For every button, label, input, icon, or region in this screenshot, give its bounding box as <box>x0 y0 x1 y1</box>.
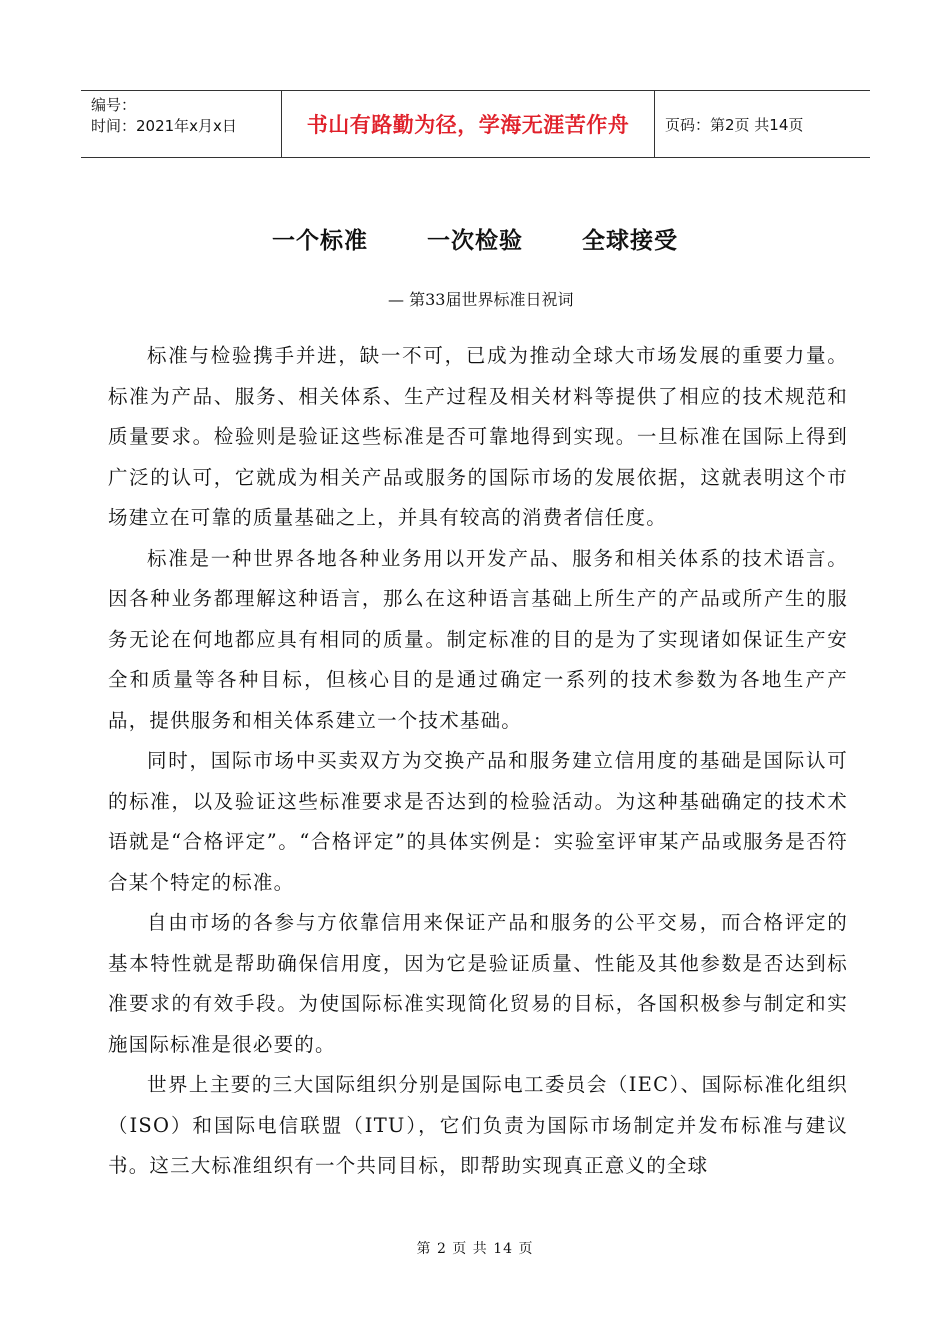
header-table <box>81 90 870 158</box>
paragraph-5: 世界上主要的三大国际组织分别是国际电工委员会（IEC）、国际标准化组织（ISO）和国际电信联盟（ITU），它们负责为国际市场制定并发布标准与建议书。这三大标准组织有一个共同目标，即帮助实现真正意义的全球 <box>108 1073 848 1177</box>
document-time-label: 时间：2021年x月x日 <box>91 117 237 135</box>
document-subtitle: — 第33届世界标准日祝词 <box>388 290 574 309</box>
paragraph-2: 标准是一种世界各地各种业务用以开发产品、服务和相关体系的技术语言。因各种业务都理解这种语言，那么在这种语言基础上所生产的产品或所产生的服务无论在何地都应具有相同的质量。制定标准的目的是为了实现诸如保证生产安全和质量等各种目标，但核心目的是通过确定一系列的技术参数为各地生产产品，提供服务和相关体系建立一个技术基础。 <box>108 546 848 732</box>
title-part-2: 一次检验 <box>427 228 523 254</box>
document-number-label: 编号： <box>91 96 137 114</box>
title-part-1: 一个标准 <box>271 228 368 254</box>
header-motto: 书山有路勤为径，学海无涯苦作舟 <box>281 91 655 157</box>
document-title <box>0 222 950 255</box>
header-left-cell <box>81 91 281 157</box>
paragraph-1: 标准与检验携手并进，缺一不可，已成为推动全球大市场发展的重要力量。标准为产品、服务、相关体系、生产过程及相关材料等提供了相应的技术规范和质量要求。检验则是验证这些标准是否可靠地得到实现。一旦标准在国际上得到广泛的认可，它就成为相关产品或服务的国际市场的发展依据，这就表明这个市场建立在可靠的质量基础之上，并具有较高的消费者信任度。 <box>108 344 848 529</box>
header-page-info: 页码：第2页 共14页 <box>665 115 804 134</box>
footer-page-number: 第 2 页 共 14 页 <box>416 1241 534 1257</box>
body-text <box>108 336 848 1187</box>
paragraph-3: 同时，国际市场中买卖双方为交换产品和服务建立信用度的基础是国际认可的标准，以及验证这些标准要求是否达到的检验活动。为这种基础确定的技术术语就是“合格评定”。“合格评定”的具体实例是：实验室评审某产品或服务是否符合某个特定的标准。 <box>108 749 848 894</box>
title-part-3: 全球接受 <box>582 228 679 254</box>
paragraph-4: 自由市场的各参与方依靠信用来保证产品和服务的公平交易，而合格评定的基本特性就是帮助确保信用度，因为它是验证质量、性能及其他参数是否达到标准要求的有效手段。为使国际标准实现简化贸易的目标，各国积极参与制定和实施国际标准是很必要的。 <box>108 911 848 1056</box>
